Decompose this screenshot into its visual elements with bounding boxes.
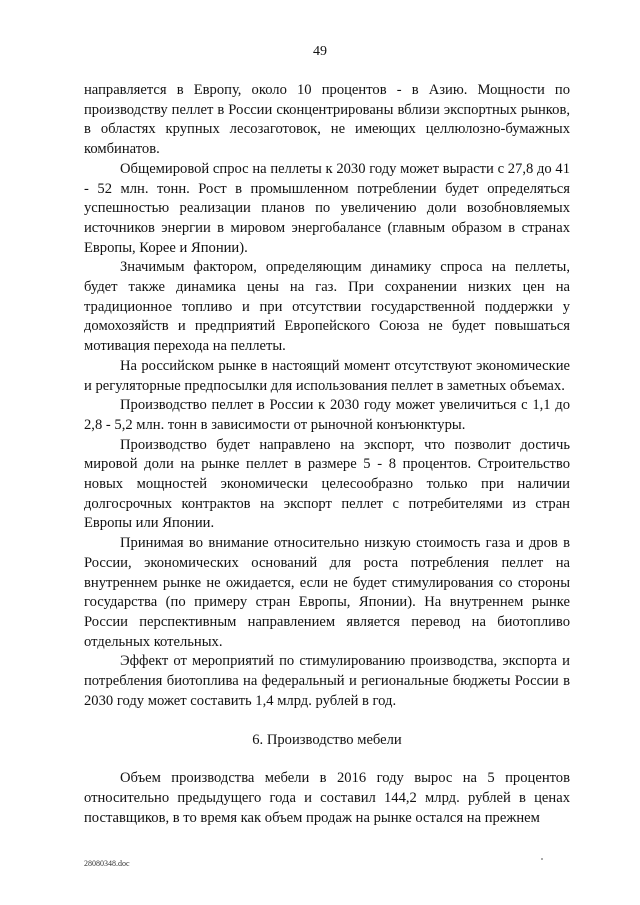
paragraph-pellet-export: направляется в Европу, около 10 процентов - в Азию. Мощности по производству пеллет в России сконцентрированы вблизи экспортных рынков, в областях крупных лесозаготовок, не имеющих целлюлозно-бумажных комбинатов. — [84, 82, 570, 158]
section-heading: 6. Производство мебели — [252, 731, 402, 748]
paragraph-russian-market: На российском рынке в настоящий момент отсутствуют экономические и регуляторные предпосылки для использования пеллет в заметных объемах. — [84, 357, 570, 394]
paragraph-export-share: Производство будет направлено на экспорт, что позволит достичь мировой доли на рынке пеллет в размере 5 - 8 процентов. Строительство новых мощностей экономически целесообразно только при наличии долгосрочных контрактов на экспорт пеллет с потребителями из стран Европы или Японии. — [84, 436, 570, 532]
paragraph-russia-production: Производство пеллет в России к 2030 году может увеличиться с 1,1 до 2,8 - 5,2 млн. тонн в зависимости от рыночной конъюнктуры. — [84, 397, 570, 433]
paragraph-furniture-production: Объем производства мебели в 2016 году вырос на 5 процентов относительно предыдущего года и составил 144,2 млрд. рублей в ценах поставщиков, в то время как объем продаж на рынке остался на прежнем — [84, 770, 570, 826]
paragraph-world-demand: Общемировой спрос на пеллеты к 2030 году может вырасти с 27,8 до 41 - 52 млн. тонн. Рост в промышленном потреблении будет определяться успешностью реализации планов по увеличению доли возобновляемых источников энергии в мировом энергобалансе (главным образом в странах Европы, Корее и Японии). — [84, 160, 570, 256]
footer-doc-code: 28080348.doc — [84, 859, 130, 868]
page-number: 49 — [313, 44, 327, 59]
paragraph-domestic-market: Принимая во внимание относительно низкую стоимость газа и дров в России, экономических оснований для роста потребления пеллет на внутреннем рынке не ожидается, если не будет стимулирования со стороны государства (по примеру стран Европы, Японии). На внутреннем рынке России перспективным направлением является перевод на биотопливо отдельных котельных. — [84, 535, 570, 650]
document-body — [84, 81, 570, 828]
paragraph-gas-price-factor: Значимым фактором, определяющим динамику спроса на пеллеты, будет также динамика цены на газ. При сохранении низких цен на традиционное топливо и при отсутствии государственной поддержки у домохозяйств и предприятий Европейского Союза не будет повышаться мотивация перехода на пеллеты. — [84, 259, 570, 355]
footer-mark — [541, 858, 543, 860]
paragraph-budget-effect: Эффект от мероприятий по стимулированию производства, экспорта и потребления биотоплива на федеральный и региональные бюджеты России в 2030 году может составить 1,4 млрд. рублей в год. — [84, 653, 570, 709]
